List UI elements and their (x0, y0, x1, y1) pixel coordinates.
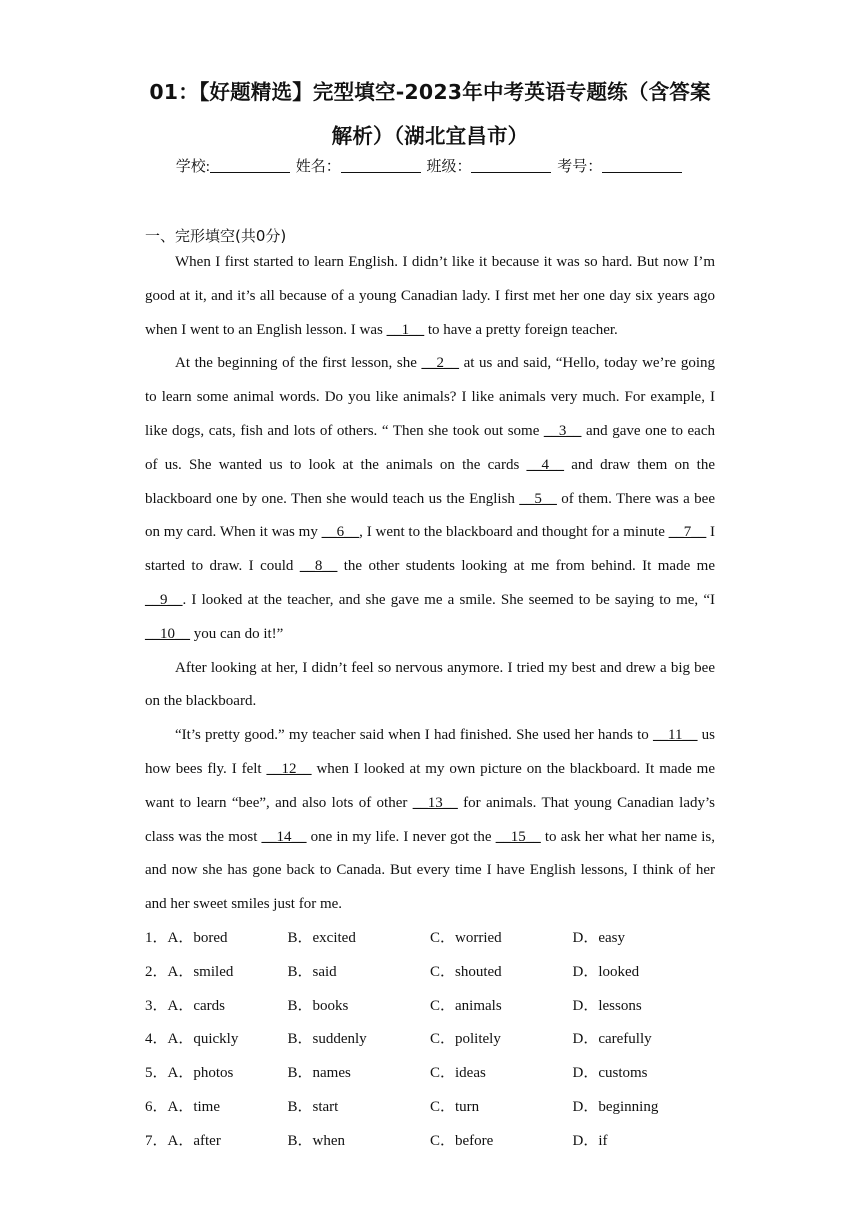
class-blank[interactable] (471, 158, 551, 173)
text: I started to draw. I could (145, 524, 715, 575)
blank-12: __12__ (266, 760, 312, 777)
option-a[interactable] (145, 922, 288, 956)
option-c[interactable]: C．ideas (430, 1065, 486, 1082)
option-a[interactable] (145, 1125, 288, 1159)
blank-15: __15__ (495, 828, 541, 845)
blank-2: __2__ (421, 355, 459, 372)
option-b[interactable]: B．suddenly (287, 1031, 367, 1048)
title-line-2: 解析）（湖北宜昌市） (331, 124, 529, 148)
option-c[interactable]: C．shouted (430, 963, 502, 980)
text: and draw them on the blackboard one by one. Then she would teach us the English (145, 456, 715, 507)
option-b[interactable]: B．when (287, 1132, 345, 1149)
student-info-line (0, 155, 860, 176)
paragraph-1 (145, 246, 715, 347)
option-c[interactable]: C．before (430, 1132, 494, 1149)
option-d[interactable]: D．if (572, 1132, 608, 1149)
question-number: 3． (145, 997, 168, 1014)
option-c[interactable]: C．turn (430, 1098, 480, 1115)
paragraph-3: After looking at her, I didn’t feel so nervous anymore. I tried my best and drew a big bee on the blackboard. (145, 659, 715, 710)
question-number: 6． (145, 1098, 168, 1115)
text: the other students looking at me from behind. It made me (337, 558, 715, 575)
option-a-label: A．bored (167, 930, 228, 946)
school-blank[interactable] (210, 158, 290, 173)
option-d[interactable]: D．carefully (572, 1031, 652, 1048)
question-row (145, 990, 715, 1024)
blank-11: __11__ (653, 727, 698, 744)
option-b[interactable]: B．start (287, 1098, 339, 1115)
blank-10: __10__ (145, 625, 190, 642)
option-a-label: A．time (167, 1098, 221, 1115)
option-a-label: A．smiled (167, 963, 234, 980)
option-c[interactable]: C．politely (430, 1031, 501, 1048)
text: , I went to the blackboard and thought for a minute (359, 524, 669, 541)
class-label: 班级： (426, 159, 472, 175)
question-row (145, 1125, 715, 1159)
question-number: 2． (145, 963, 168, 980)
option-d[interactable]: D．looked (572, 963, 640, 980)
exam-no-label: 考号： (557, 159, 603, 175)
text: “It’s pretty good.” my teacher said when I had finished. She used her hands to (175, 727, 653, 744)
option-d[interactable]: D．beginning (572, 1098, 659, 1115)
option-d[interactable]: D．easy (572, 930, 625, 946)
paragraph-4 (145, 719, 715, 922)
text: At the beginning of the first lesson, she (175, 355, 422, 372)
option-b[interactable]: B．names (287, 1065, 351, 1082)
exam-no-blank[interactable] (602, 158, 682, 173)
blank-5: __5__ (519, 490, 557, 507)
question-number: 7． (145, 1132, 168, 1149)
option-b[interactable]: B．books (287, 997, 349, 1014)
option-d[interactable]: D．lessons (572, 997, 642, 1014)
text: to ask her what her name is, and now she has gone back to Canada. But every time I have English lessons, I think of her and her sweet smiles just for me. (145, 828, 715, 913)
option-a[interactable] (145, 956, 288, 990)
question-row (145, 1057, 715, 1091)
section-heading: 一、完形填空(共0分) (145, 227, 287, 245)
text: one in my life. I never got the (306, 828, 496, 845)
blank-4: __4__ (526, 456, 565, 473)
option-a[interactable] (145, 1057, 288, 1091)
blank-14: __14__ (261, 828, 307, 845)
option-b[interactable]: B．said (287, 963, 337, 980)
text: When I first started to learn English. I didn’t like it because it was so hard. But now I’m good at it, and it’s all because of a young Canadian lady. I first met her one day six years ago when I went to an English lesson. I was (145, 254, 715, 338)
name-blank[interactable] (341, 158, 421, 173)
text: you can do it!” (190, 625, 284, 642)
question-number: 4． (145, 1031, 168, 1048)
blank-9: __9__ (145, 591, 183, 608)
option-a[interactable] (145, 1091, 288, 1125)
option-a-label: A．quickly (167, 1031, 239, 1048)
option-a[interactable] (145, 990, 288, 1024)
blank-13: __13__ (412, 794, 458, 811)
option-a-label: A．after (167, 1132, 221, 1149)
blank-6: __6__ (321, 524, 360, 541)
option-d[interactable]: D．customs (572, 1065, 648, 1082)
title-line-1: 01：【好题精选】完型填空-2023年中考英语专题练（含答案 (149, 80, 711, 104)
text: at us and said, “Hello, today we’re going to learn some animal words. Do you like animals? I like animals very much. For example, I like dogs, cats, fish and lots of others. “ Then she took out some (145, 355, 715, 439)
option-c[interactable]: C．animals (430, 997, 502, 1014)
text: to have a pretty foreign teacher. (424, 321, 618, 338)
option-a-label: A．photos (167, 1065, 234, 1082)
page-title (100, 70, 760, 158)
option-a[interactable] (145, 1023, 288, 1057)
text: when I looked at my own picture on the blackboard. It made me want to learn “bee”, and also lots of other (145, 760, 715, 811)
school-label: 学校: (175, 159, 210, 175)
blank-7: __7__ (668, 524, 707, 541)
option-c[interactable]: C．worried (430, 930, 502, 946)
text: of them. There was a bee on my card. When it was my (145, 490, 715, 541)
question-number: 1． (145, 930, 168, 946)
paragraph-2 (145, 347, 715, 651)
question-row (145, 1091, 715, 1125)
cloze-passage (145, 246, 715, 922)
question-row (145, 956, 715, 990)
blank-1: __1__ (386, 321, 425, 338)
answer-options (145, 922, 715, 1159)
text: for animals. That young Canadian lady’s class was the most (145, 794, 716, 845)
text: and gave one to each of us. She wanted us to look at the animals on the cards (145, 422, 715, 473)
text: us how bees fly. I felt (145, 727, 715, 777)
blank-3: __3__ (543, 422, 582, 439)
question-number: 5． (145, 1065, 168, 1082)
question-row (145, 922, 715, 956)
text: . I looked at the teacher, and she gave me a smile. She seemed to be saying to me, “I (182, 591, 715, 608)
question-row (145, 1023, 715, 1057)
option-b[interactable]: B．excited (287, 930, 356, 946)
option-a-label: A．cards (167, 997, 225, 1014)
blank-8: __8__ (299, 558, 338, 575)
name-label: 姓名： (295, 159, 341, 175)
